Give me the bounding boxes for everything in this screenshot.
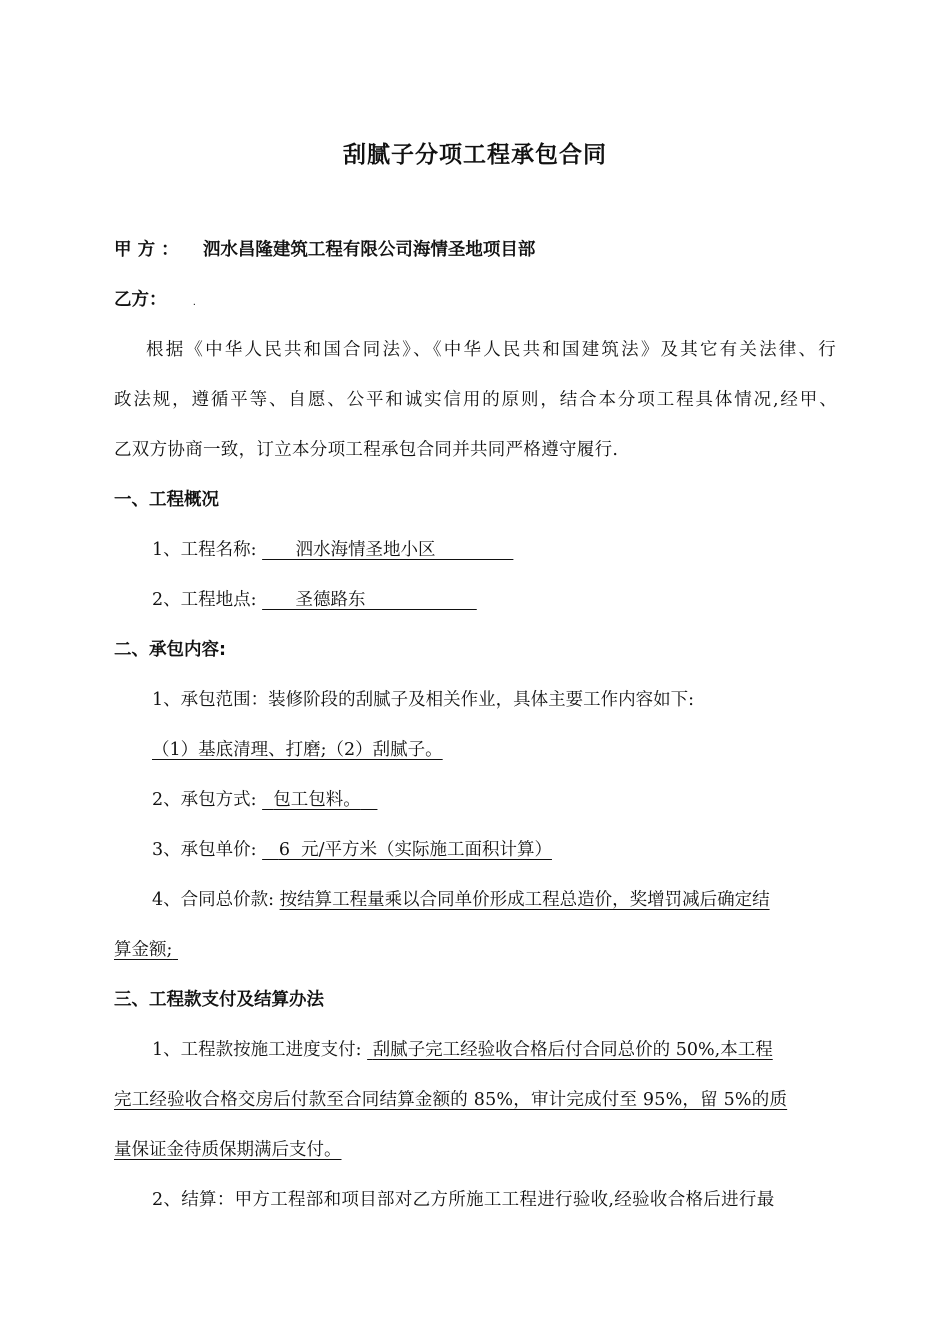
payment-terms-line1-text: 刮腻子完工经验收合格后付合同总价的 50%,本工程	[372, 1040, 773, 1060]
unit-price-value: 6 元/平方米（实际施工面积计算）	[278, 840, 552, 860]
payment-terms-line1	[367, 1040, 773, 1060]
section2-heading: 二、承包内容:	[114, 640, 226, 660]
total-price-label: 4、合同总价款:	[152, 890, 275, 910]
project-location-value: 圣德路东	[295, 590, 366, 610]
project-location	[152, 588, 477, 612]
payment-terms-line3: 量保证金待质保期满后支付。	[114, 1140, 342, 1160]
project-name-value: 泗水海情圣地小区	[295, 540, 436, 560]
unit-price-label: 3、承包单价:	[152, 840, 257, 860]
payment-terms-line2: 完工经验收合格交房后付款至合同结算金额的 85%，审计完成付至 95%，留 5%的质	[114, 1090, 788, 1110]
project-name-field	[262, 540, 513, 560]
contract-scope: 1、承包范围：装修阶段的刮腻子及相关作业，具体主要工作内容如下:	[152, 690, 695, 710]
intro-line-1: 根据《中华人民共和国合同法》、《中华人民共和国建筑法》及其它有关法律、行	[146, 340, 836, 360]
section1-heading: 一、工程概况	[114, 490, 219, 510]
total-price-value-line2-text: 算金额;	[114, 940, 173, 960]
contract-mode-field	[262, 790, 377, 810]
section3-heading: 三、工程款支付及结算办法	[114, 990, 324, 1010]
total-price-value-line1: 按结算工程量乘以合同单价形成工程总造价，奖增罚减后确定结	[279, 890, 770, 910]
party-a-value: 泗水昌隆建筑工程有限公司海情圣地项目部	[202, 240, 536, 260]
payment-terms	[152, 1038, 773, 1062]
contract-mode-value: 包工包料。	[273, 790, 361, 810]
project-name	[152, 538, 513, 562]
settlement-line1: 2、结算：甲方工程部和项目部对乙方所施工工程进行验收,经验收合格后进行最	[152, 1190, 775, 1210]
contract-mode-label: 2、承包方式:	[152, 790, 257, 810]
party-a	[114, 238, 535, 262]
total-price	[152, 888, 770, 912]
project-location-label: 2、工程地点:	[152, 590, 257, 610]
intro-line-3: 乙双方协商一致，订立本分项工程承包合同并共同严格遵守履行.	[114, 440, 619, 460]
party-b-value: .	[192, 297, 196, 308]
document-title: 刮腻子分项工程承包合同	[343, 142, 607, 168]
unit-price	[152, 838, 552, 862]
party-a-label: 甲 方 ：	[114, 240, 179, 260]
project-location-field	[262, 590, 477, 610]
total-price-value-line2	[114, 938, 178, 962]
payment-terms-label: 1、工程款按施工进度支付:	[152, 1040, 362, 1060]
contract-mode	[152, 788, 377, 812]
party-b-label: 乙方：	[114, 290, 167, 310]
party-b	[114, 288, 196, 315]
project-name-label: 1、工程名称:	[152, 540, 257, 560]
unit-price-field	[262, 840, 552, 860]
scope-detail: （1）基底清理、打磨;（2）刮腻子。	[152, 740, 443, 760]
intro-line-2: 政法规，遵循平等、自愿、公平和诚实信用的原则，结合本分项工程具体情况,经甲、	[114, 390, 837, 410]
